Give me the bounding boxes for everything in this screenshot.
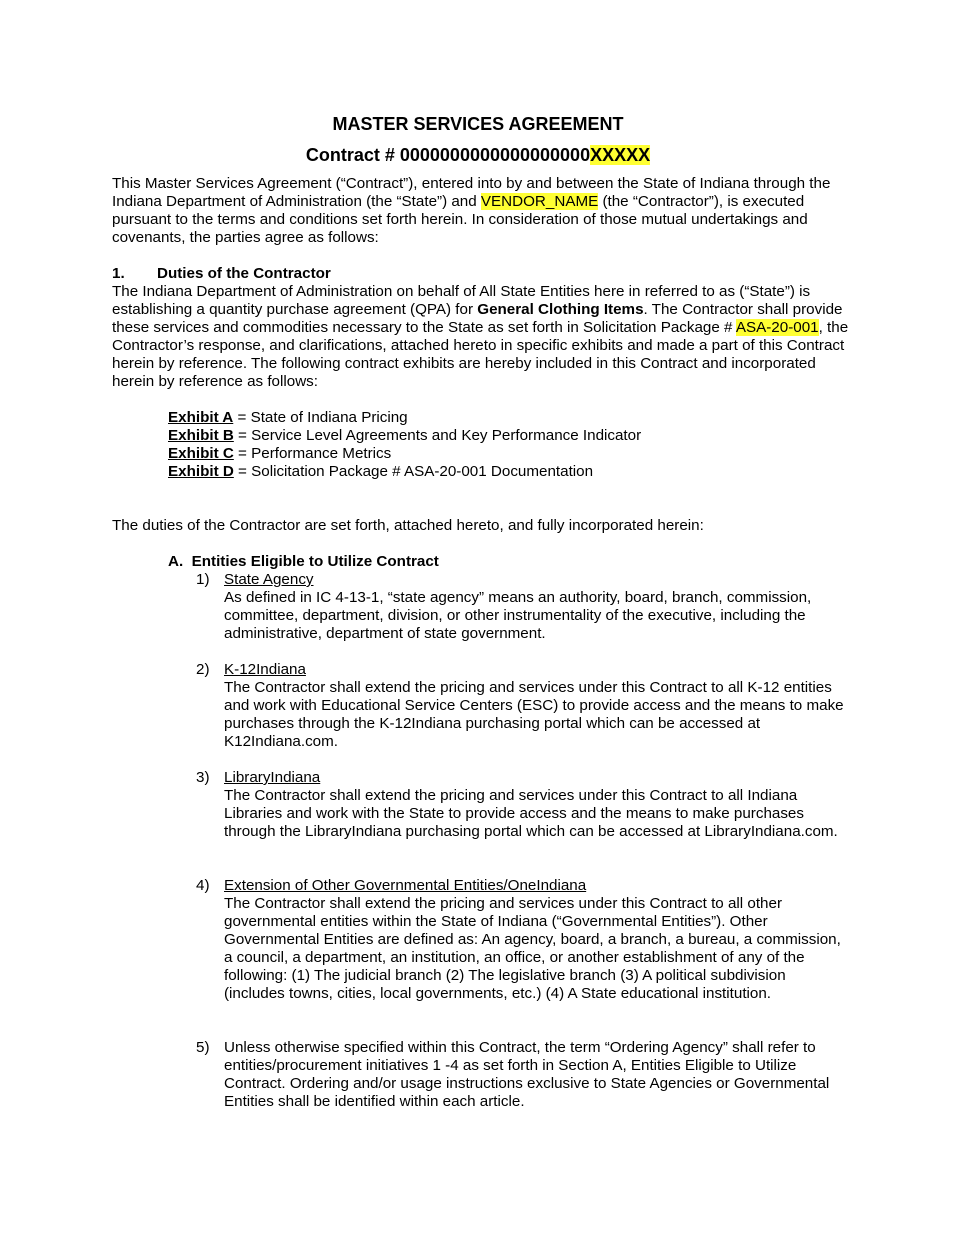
- section-1-heading: Duties of the Contractor: [157, 265, 331, 282]
- intro-text-2: (the “Contractor”), is executed pursuant to the terms and conditions set forth herein. In consideration of those mutual undertakings and covenants, the parties agree as follows:: [112, 193, 808, 246]
- exhibit-description: = State of Indiana Pricing: [233, 409, 408, 426]
- exhibit-item: [168, 427, 641, 445]
- solicitation-package-number: ASA-20-001: [735, 319, 819, 336]
- item-body: The Contractor shall extend the pricing and services under this Contract to all other governmental entities within the State of Indiana (“Governmental Entities”). Other Governmental Entities are defined as: An agency, board, a branch, a bureau, a commission, a council, a department, an institution, an office, or another establishment of any of the following: (1) The judicial branch (2) The legislative branch (3) A political subdivision (includes towns, cities, local governments, etc.) (4) A State educational institution.: [224, 895, 841, 1002]
- item-title: K-12Indiana: [224, 661, 306, 678]
- exhibit-description: = Service Level Agreements and Key Performance Indicator: [233, 427, 642, 444]
- document-title: MASTER SERVICES AGREEMENT: [332, 114, 624, 134]
- exhibit-label: Exhibit B: [168, 427, 234, 444]
- exhibit-item: [168, 463, 641, 481]
- section-1-text-2: . The Contractor shall provide these services and commodities necessary to the State as set forth in Solicitation Package #: [112, 301, 843, 336]
- section-1-number: 1.: [112, 265, 125, 282]
- clothing-items-bold: General Clothing Items: [477, 301, 644, 318]
- intro-text-1: This Master Services Agreement (“Contract”), entered into by and between the State of Indiana through the Indiana Department of Administration (the “State”) and: [112, 175, 831, 210]
- exhibit-list: [168, 409, 641, 481]
- exhibit-item: [168, 445, 641, 463]
- item-body: As defined in IC 4-13-1, “state agency” means an authority, board, branch, commission, committee, department, division, or other instrumentality of the executive, including the administrative, department of state government.: [224, 589, 812, 642]
- list-item: [224, 877, 844, 1003]
- exhibit-description: = Solicitation Package # ASA-20-001 Documentation: [233, 463, 594, 480]
- item-body: The Contractor shall extend the pricing and services under this Contract to all K-12 entities and work with Educational Service Centers (ESC) to provide access and the means to make purchases through the K-12Indiana purchasing portal which can be accessed at K12Indiana.com.: [224, 679, 844, 750]
- vendor-name-placeholder: VENDOR_NAME: [480, 193, 599, 210]
- contract-number-placeholder: XXXXX: [590, 145, 651, 165]
- item-number: 2): [196, 661, 210, 678]
- exhibit-label: Exhibit A: [168, 409, 234, 426]
- item-number: 5): [196, 1039, 210, 1056]
- item-number: 1): [196, 571, 210, 588]
- item-title: Extension of Other Governmental Entities/OneIndiana: [224, 877, 587, 894]
- list-item: [224, 1039, 839, 1111]
- item-title: LibraryIndiana: [224, 769, 321, 786]
- section-1-text-3: , the Contractor’s response, and clarifications, attached hereto in specific exhibits and made a part of this Contract herein by reference. The following contract exhibits are hereby included in this Contract and incorporated herein by reference as follows:: [112, 319, 849, 390]
- section-1-text-1: The Indiana Department of Administration on behalf of All State Entities here in referred to as (“State”) is establishing a quantity purchase agreement (QPA) for: [112, 283, 811, 318]
- exhibit-item: [168, 409, 641, 427]
- intro-paragraph: [112, 175, 852, 247]
- section-1-paragraph: [112, 283, 852, 391]
- exhibit-label: Exhibit C: [168, 445, 234, 462]
- duties-statement: The duties of the Contractor are set forth, attached hereto, and fully incorporated herein:: [112, 517, 704, 534]
- item-body: The Contractor shall extend the pricing and services under this Contract to all Indiana Libraries and work with the State to provide access and the means to make purchases through the LibraryIndiana purchasing portal which can be accessed at LibraryIndiana.com.: [224, 787, 838, 840]
- exhibit-description: = Performance Metrics: [233, 445, 392, 462]
- contract-number: [0, 145, 956, 166]
- exhibit-label: Exhibit D: [168, 463, 234, 480]
- list-item: [224, 571, 849, 643]
- list-item: [224, 769, 849, 841]
- item-title: State Agency: [224, 571, 314, 588]
- section-a-heading: A. Entities Eligible to Utilize Contract: [168, 553, 439, 570]
- contract-number-prefix: Contract # 0000000000000000000: [305, 145, 591, 165]
- item-body: Unless otherwise specified within this Contract, the term “Ordering Agency” shall refer to entities/procurement initiatives 1 -4 as set forth in Section A, Entities Eligible to Utilize Contract. Ordering and/or usage instructions exclusive to State Agencies or Governmental Entities shall be identified within each article.: [224, 1039, 830, 1110]
- item-number: 3): [196, 769, 210, 786]
- list-item: [224, 661, 849, 751]
- item-number: 4): [196, 877, 210, 894]
